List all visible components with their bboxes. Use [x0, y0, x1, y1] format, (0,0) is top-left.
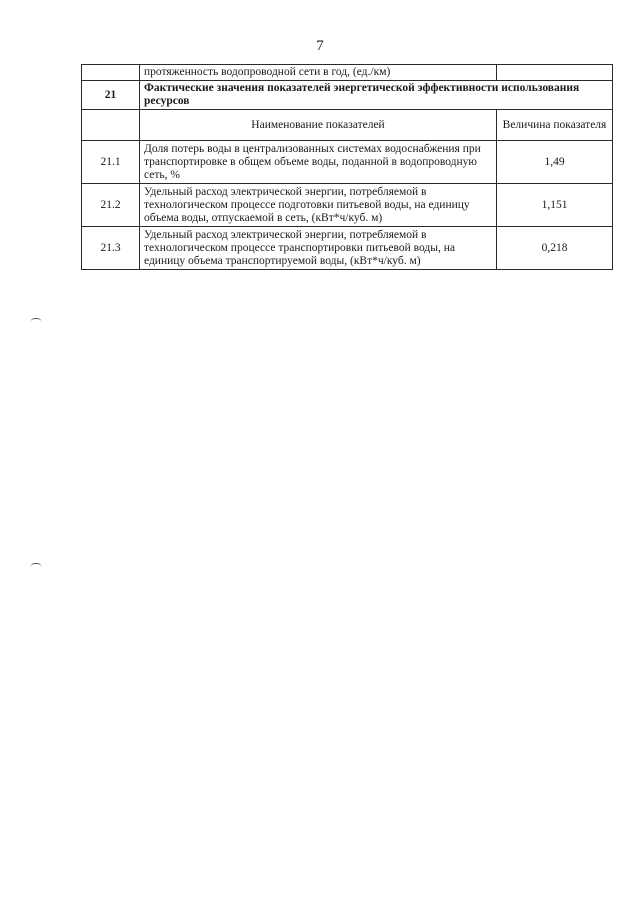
row-number-cell: 21.3 — [82, 227, 140, 270]
row-name-cell: Доля потерь воды в централизованных системах водоснабжения при транспортировке в общем объеме воды, поданной в водопроводную сеть, % — [140, 141, 497, 184]
hole-punch-mark — [30, 318, 42, 323]
indicators-table — [81, 64, 613, 270]
table-row — [82, 184, 613, 227]
header-name-cell: Наименование показателей — [140, 110, 497, 141]
hole-punch-mark — [30, 563, 42, 568]
section-number: 21 — [82, 81, 140, 110]
header-row — [82, 110, 613, 141]
page-number: 7 — [316, 38, 324, 54]
row-number-cell: 21.2 — [82, 184, 140, 227]
row-name-cell: протяженность водопроводной сети в год, (ед./км) — [140, 65, 497, 81]
row-value-cell: 1,49 — [497, 141, 613, 184]
table-row — [82, 141, 613, 184]
section-row — [82, 81, 613, 110]
section-title: Фактические значения показателей энергетической эффективности использования ресурсов — [140, 81, 613, 110]
row-name-cell: Удельный расход электрической энергии, потребляемой в технологическом процессе транспортировки питьевой воды, на единицу объема транспортируемой воды, (кВт*ч/куб. м) — [140, 227, 497, 270]
row-value-cell: 0,218 — [497, 227, 613, 270]
row-value-cell — [497, 65, 613, 81]
table-row — [82, 227, 613, 270]
row-name-cell: Удельный расход электрической энергии, потребляемой в технологическом процессе подготовки питьевой воды, на единицу объема воды, отпускаемой в сеть, (кВт*ч/куб. м) — [140, 184, 497, 227]
header-value-cell: Величина показателя — [497, 110, 613, 141]
table-row — [82, 65, 613, 81]
row-value-cell: 1,151 — [497, 184, 613, 227]
row-number-cell — [82, 65, 140, 81]
header-number-cell — [82, 110, 140, 141]
row-number-cell: 21.1 — [82, 141, 140, 184]
